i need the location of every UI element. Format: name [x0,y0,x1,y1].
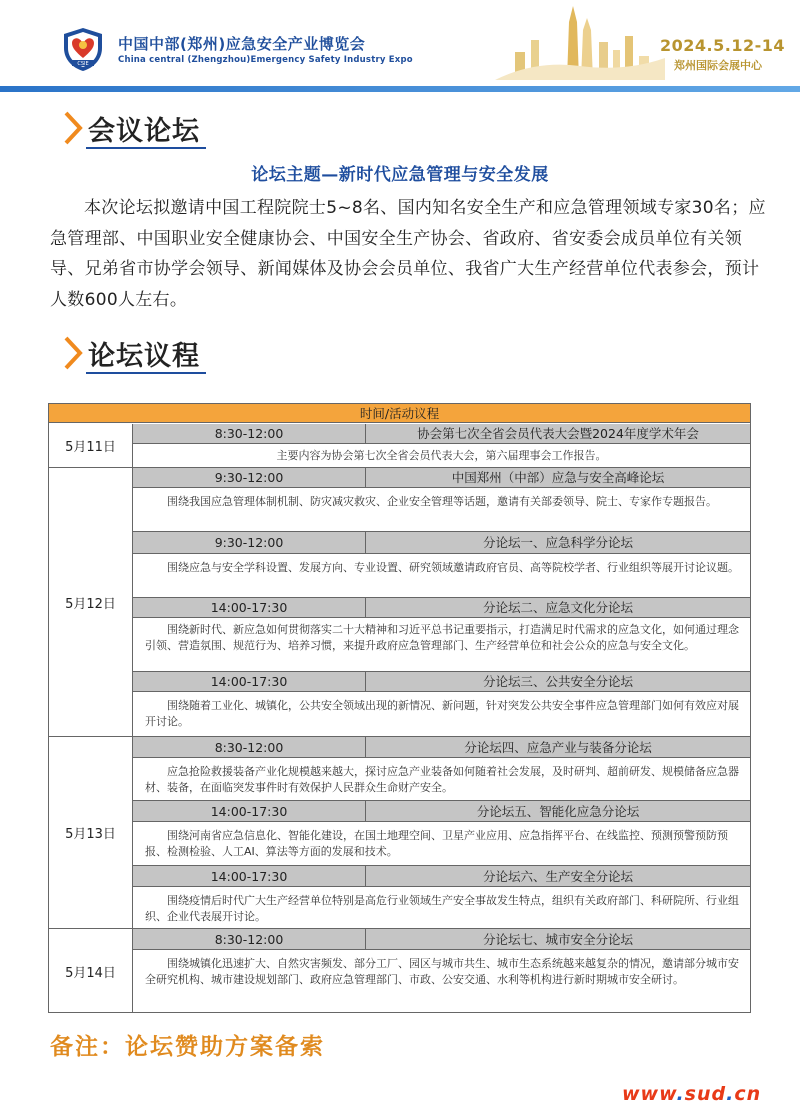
chevron-right-icon [62,110,86,146]
session-description: 围绕随着工业化、城镇化，公共安全领域出现的新情况、新问题，针对突发公共安全事件应急管理部门如何有效应对展开讨论。 [133,692,750,737]
session-title: 分论坛五、智能化应急分论坛 [366,801,750,822]
session-description: 围绕应急与安全学科设置、发展方向、专业设置、研究领域邀请政府官员、高等院校学者、行业组织等展开讨论议题。 [133,554,750,598]
date-cell: 5月14日 [49,929,133,1013]
session-title: 分论坛一、应急科学分论坛 [366,532,750,554]
svg-text:CSIE: CSIE [77,61,89,67]
session-description: 应急抢险救援装备产业化规模越来越大，探讨应急产业装备如何随着社会发展，及时研判、超前研发、规模储备应急器材、装备，在面临突发事件时有效保护人民群众生命财产安全。 [133,758,750,801]
session-time: 14:00-17:30 [133,598,366,618]
header-divider [0,86,800,92]
session-description: 围绕河南省应急信息化、智能化建设，在国土地理空间、卫星产业应用、应急指挥平台、在线监控、预测预警预防预报、检测检验、人工AI、算法等方面的发展和技术。 [133,822,750,866]
agenda-table [48,403,751,1013]
watermark-www: www [622,1083,677,1105]
watermark-domain: sud [684,1083,727,1105]
section-title-agenda [62,333,200,373]
watermark-dot: . [726,1083,735,1105]
date-cell: 5月13日 [49,737,133,929]
watermark-dot: . [676,1083,685,1105]
session-title: 分论坛四、应急产业与装备分论坛 [366,737,750,758]
forum-theme: 论坛主题—新时代应急管理与安全发展 [251,165,549,185]
sponsorship-note: 备注：论坛赞助方案备索 [50,1034,325,1060]
expo-title-cn: 中国中部(郑州)应急安全产业博览会 [118,35,366,53]
session-time: 8:30-12:00 [133,737,366,758]
session-time: 8:30-12:00 [133,929,366,950]
forum-intro-paragraph: 本次论坛拟邀请中国工程院院士5~8名、国内知名安全生产和应急管理领域专家30名；应急管理部、中国职业安全健康协会、中国安全生产协会、省政府、省安委会成员单位有关领导、兄弟省市协学会领导、新闻媒体及协会会员单位、我省广大生产经营单位代表参会，预计人数600人左右。 [50,198,766,310]
session-time: 14:00-17:30 [133,801,366,822]
session-description: 围绕城镇化迅速扩大、自然灾害频发、部分工厂、园区与城市共生、城市生态系统越来越复杂的情况，邀请部分城市安全研究机构、城市建设规划部门、政府应急管理部门、市政、公安交通、水利等机构进行新时期城市安全研讨。 [133,950,750,1012]
expo-date: 2024.5.12-14 [660,36,785,55]
session-description: 主要内容为协会第七次全省会员代表大会，第六届理事会工作报告。 [133,444,750,468]
session-title: 协会第七次全省会员代表大会暨2024年度学术年会 [366,424,750,444]
city-skyline-icon [495,0,665,80]
expo-header [0,0,800,88]
section-title-forum [62,108,200,148]
watermark-tld: cn [734,1083,762,1105]
chevron-right-icon [62,335,86,371]
session-time: 8:30-12:00 [133,424,366,444]
site-watermark [622,1083,761,1105]
session-title: 分论坛二、应急文化分论坛 [366,598,750,618]
session-description: 围绕新时代、新应急如何贯彻落实二十大精神和习近平总书记重要指示，打造满足时代需求的应急文化，如何通过理念引领、营造氛围、规范行为、培养习惯，来提升政府应急管理部门、生产经营单位和社会公众的应急与安全文化。 [133,618,750,672]
session-description: 围绕我国应急管理体制机制、防灾减灾救灾、企业安全管理等话题，邀请有关部委领导、院士、专家作专题报告。 [133,488,750,532]
session-time: 9:30-12:00 [133,532,366,554]
session-title: 分论坛三、公共安全分论坛 [366,672,750,692]
session-time: 14:00-17:30 [133,672,366,692]
session-title: 分论坛七、城市安全分论坛 [366,929,750,950]
date-cell: 5月11日 [49,424,133,468]
section-title-text: 会议论坛 [88,115,200,147]
agenda-table-header: 时间/活动议程 [49,404,750,423]
expo-title-en: China central (Zhengzhou)Emergency Safety Industry Expo [118,55,413,65]
session-description: 围绕疫情后时代广大生产经营单位特别是高危行业领域生产安全事故发生特点，组织有关政府部门、科研院所、行业组织、企业代表展开讨论。 [133,887,750,929]
expo-logo-icon [58,24,108,74]
session-title: 中国郑州（中部）应急与安全高峰论坛 [366,468,750,488]
section-title-underline [86,147,206,149]
session-time: 14:00-17:30 [133,866,366,887]
session-title: 分论坛六、生产安全分论坛 [366,866,750,887]
session-time: 9:30-12:00 [133,468,366,488]
date-cell: 5月12日 [49,468,133,737]
expo-venue: 郑州国际会展中心 [674,59,762,72]
section-title-text: 论坛议程 [88,340,200,372]
section-title-underline [86,372,206,374]
